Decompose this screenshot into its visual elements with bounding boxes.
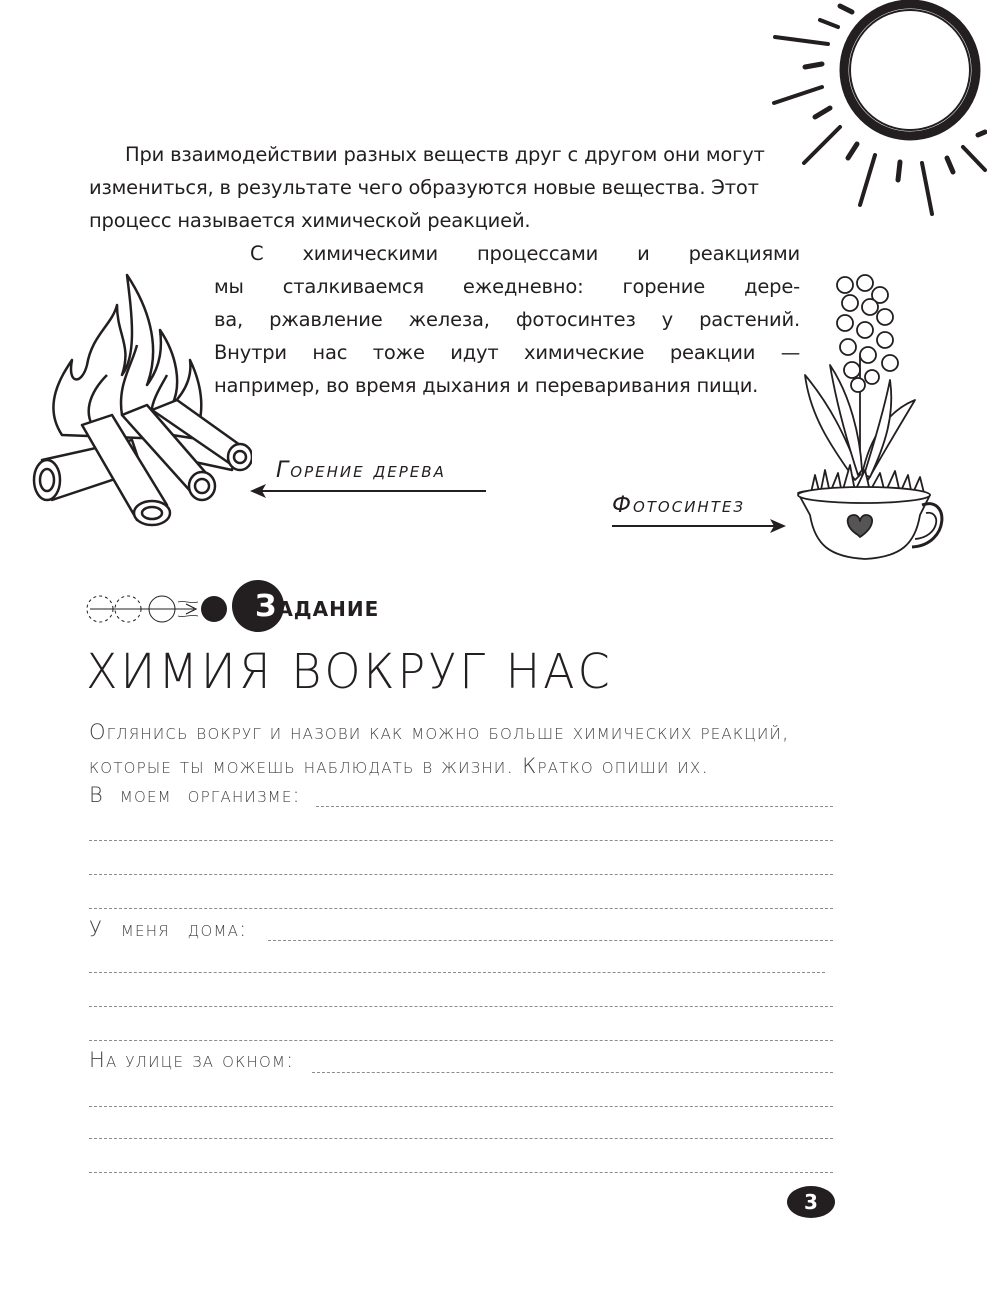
instruction-line: которые ты можешь наблюдать в жизни. Кратко опиши их. <box>89 754 710 778</box>
examples-line: С химическими процессами и реакциями <box>250 242 800 265</box>
field-label-outside: На улице за окном: <box>89 1048 295 1072</box>
task-badge-letter: З <box>255 589 278 624</box>
task-badge-label: АДАНИЕ <box>277 597 380 621</box>
answer-line-body[interactable] <box>89 874 833 875</box>
campfire-icon <box>22 265 252 540</box>
arrow-right-icon <box>770 519 786 533</box>
answer-line-body[interactable] <box>89 840 833 841</box>
field-label-home: У меня дома: <box>89 917 248 941</box>
page-number: 3 <box>787 1186 835 1218</box>
campfire-arrow-line <box>258 490 486 492</box>
instruction-line: Оглянись вокруг и назови как можно больше химических реакций, <box>89 720 790 744</box>
examples-line: мы сталкиваемся ежедневно: горение дере- <box>214 275 800 298</box>
answer-line-outside[interactable] <box>89 1172 833 1173</box>
answer-line-home[interactable] <box>89 1040 833 1041</box>
answer-line-body[interactable] <box>316 806 833 807</box>
intro-paragraph <box>89 138 804 237</box>
answer-line-outside[interactable] <box>312 1072 833 1073</box>
campfire-caption: Горение дерева <box>276 458 446 483</box>
examples-line: Внутри нас тоже идут химические реакции — <box>214 341 800 364</box>
task-badge <box>255 589 379 624</box>
arrow-left-icon <box>250 484 266 498</box>
answer-line-body[interactable] <box>89 908 833 909</box>
motion-trail-icon <box>86 588 236 634</box>
plant-caption: Фотосинтез <box>612 493 745 518</box>
examples-line: например, во время дыхания и переваривания пищи. <box>214 374 759 397</box>
answer-line-outside[interactable] <box>89 1138 833 1139</box>
examples-paragraph <box>214 237 800 402</box>
intro-line: процесс называется химической реакцией. <box>89 209 531 232</box>
task-instructions <box>89 715 790 783</box>
intro-line: При взаимодействии разных веществ друг с другом они могут <box>125 143 765 166</box>
plant-arrow-line <box>612 525 776 527</box>
examples-line: ва, ржавление железа, фотосинтез у растений. <box>214 308 800 331</box>
answer-line-home[interactable] <box>89 1006 833 1007</box>
hyacinth-pot-icon <box>790 265 950 565</box>
task-title: ХИМИЯ ВОКРУГ НАС <box>86 643 613 700</box>
answer-line-outside[interactable] <box>89 1106 833 1107</box>
answer-line-home[interactable] <box>268 940 833 941</box>
field-label-body: В моем организме: <box>89 783 301 807</box>
intro-line: измениться, в результате чего образуются новые вещества. Этот <box>89 176 759 199</box>
answer-line-home[interactable] <box>89 972 825 973</box>
